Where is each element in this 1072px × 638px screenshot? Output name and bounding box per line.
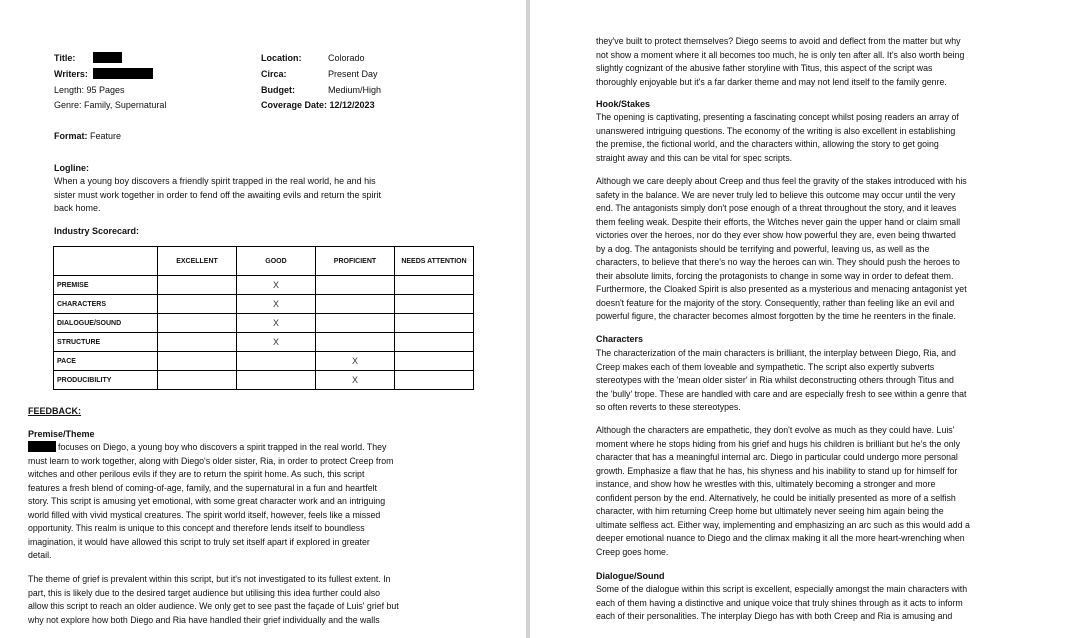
- dialogue-line: each of their personalities. The interplay Diego has with both Creep and Ria is amusing and: [596, 611, 953, 621]
- coverage-date: Coverage Date: 12/12/2023: [261, 100, 375, 110]
- dialogue-line: Some of the dialogue within this script is excellent, especially amongst the main characters with: [596, 584, 968, 594]
- budget-label: Budget:: [261, 85, 295, 95]
- format-value: Feature: [90, 131, 122, 141]
- hook-line: end. The antagonists simply don't pose enough of a threat throughout the story, and it leaves: [596, 203, 957, 213]
- header-proficient: PROFICIENT: [316, 247, 395, 276]
- characters-line: deeper emotional nuance to Diego and the climax making it all the more heart-wrenching when: [596, 533, 965, 543]
- characters-line: instance, and show how he wrestles with this, ultimately becoming a stronger and more: [596, 479, 936, 489]
- score-cell: [316, 276, 395, 295]
- scorecard-table: [53, 246, 474, 390]
- header-needs-attention: NEEDS ATTENTION: [395, 247, 474, 276]
- characters-heading: Characters: [596, 334, 644, 344]
- premise-line: detail.: [28, 550, 52, 560]
- premise-line: features a fresh blend of coming-of-age, family, and the supernatural in a fun and heartfelt: [28, 482, 377, 493]
- score-cell: [316, 314, 395, 333]
- redacted-writers: [93, 68, 153, 79]
- score-cell: [237, 352, 316, 371]
- characters-line: so often reverts to these stereotypes.: [596, 402, 741, 412]
- characters-line: Although the characters are empathetic, they don't evolve as much as they could have. Luis': [596, 425, 955, 435]
- score-cell: [316, 295, 395, 314]
- hook-line: by a dog. The antagonists should be terrifying and powerful, leaving us, as well as the: [596, 243, 930, 254]
- row-label: PRODUCIBILITY: [54, 371, 158, 390]
- score-cell: [158, 352, 237, 371]
- continued-line: slightly cognizant of the abusive father storyline with Titus, this aspect of the script was: [596, 63, 933, 73]
- genre-field: Genre: Family, Supernatural: [54, 100, 167, 110]
- characters-line: confident person by the end. Alternatively, he could be initially presented as more of a selfish: [596, 492, 956, 503]
- grief-line: part, this is likely due to the desired target audience but utilising this idea further could also: [28, 587, 381, 598]
- scorecard-row: [54, 333, 474, 352]
- grief-line: why not explore how both Diego and Ria have handled their grief individually and the walls: [28, 614, 380, 625]
- premise-first-line-text: focuses on Diego, a young boy who discovers a spirit trapped in the real world. They: [58, 442, 387, 452]
- hook-line: unanswered intriguing questions. The economy of the writing is also excellent in establishing: [596, 125, 956, 136]
- continued-line: not show a moment where it all becomes too much, he is only ten after all. It's also worth being: [596, 49, 965, 60]
- premise-line: imagination, it would have allowed this script to truly set itself apart if explored in greater: [28, 536, 370, 547]
- logline-text: [54, 175, 494, 216]
- hook-heading: Hook/Stakes: [596, 99, 651, 109]
- premise-line: witches and other perilous evils if they are to return the spirit home. As such, this script: [28, 469, 365, 479]
- document-page-left: [0, 0, 526, 638]
- hook-line: them feeling weak. Despite their efforts, the Witches never gain the upper hand or claim small: [596, 216, 961, 227]
- score-cell: [395, 333, 474, 352]
- continued-paragraph: [596, 35, 1046, 89]
- characters-line: stereotypes with the 'mean older sister' in Ria whilst deconstructing others through Titus and: [596, 375, 954, 385]
- hook-paragraph-2: [596, 175, 1046, 324]
- score-cell: X: [237, 276, 316, 295]
- hook-line: their absolute limits, forcing the protagonists to change in some way in order to defeat them.: [596, 270, 954, 281]
- score-cell: [395, 295, 474, 314]
- scorecard-row: [54, 295, 474, 314]
- scorecard-header-row: [54, 247, 474, 276]
- location-value: Colorado: [328, 53, 365, 63]
- characters-line: character, with him returning Creep home but ultimately never seeing him again being the: [596, 506, 944, 516]
- grief-paragraph: [28, 573, 468, 627]
- location-label: Location:: [261, 53, 302, 63]
- characters-line: growth. Emphasize a flaw that he has, his shyness and his inability to stand up for himself for: [596, 465, 958, 476]
- score-cell: [158, 276, 237, 295]
- scorecard-row: [54, 314, 474, 333]
- row-label: STRUCTURE: [54, 333, 158, 352]
- row-label: CHARACTERS: [54, 295, 158, 314]
- score-cell: X: [237, 333, 316, 352]
- format-label: Format:: [54, 131, 88, 141]
- characters-line: ultimate selfless act. Either way, implementing and emphasizing an arc such as this would add a: [596, 519, 970, 530]
- hook-line: Although we care deeply about Creep and thus feel the gravity of the stakes introduced with his: [596, 176, 967, 186]
- redacted-title: [93, 52, 122, 63]
- dialogue-heading: Dialogue/Sound: [596, 571, 665, 581]
- hook-line: The opening is captivating, presenting a fascinating concept whilst posing readers an array of: [596, 112, 959, 122]
- header-excellent: EXCELLENT: [158, 247, 237, 276]
- dialogue-paragraph: [596, 583, 1046, 624]
- row-label: PACE: [54, 352, 158, 371]
- characters-paragraph-1: [596, 347, 1046, 415]
- scorecard-row: [54, 276, 474, 295]
- logline-line: sister must work together in order to fend off the awaiting evils and return the spirit: [54, 189, 381, 200]
- characters-line: character that has a meaningful internal arc. Diego in particular could undergo more personal: [596, 452, 958, 462]
- hook-line: characters, to believe that there's no way the heroes can win. They should push the heroes to: [596, 257, 960, 267]
- circa-value: Present Day: [328, 69, 378, 79]
- hook-line: doesn't feature for the majority of the story. Consequently, rather than feeling like an evil and: [596, 297, 955, 308]
- title-label: Title:: [54, 53, 76, 63]
- hook-line: straight away and this can be vital for spec scripts.: [596, 152, 793, 163]
- characters-paragraph-2: [596, 424, 1046, 559]
- length-field: Length: 95 Pages: [54, 85, 125, 95]
- scorecard-row: [54, 352, 474, 371]
- score-cell: X: [237, 314, 316, 333]
- characters-line: The characterization of the main characters is brilliant, the interplay between Diego, Ria, and: [596, 348, 956, 358]
- score-cell: [158, 371, 237, 390]
- hook-paragraph-1: [596, 111, 1046, 165]
- format-field: [54, 130, 121, 143]
- redacted-script-title: [28, 441, 56, 452]
- row-label: PREMISE: [54, 276, 158, 295]
- continued-line: thoroughly enjoyable but it's a far darker theme and may not lend itself to the family genre.: [596, 76, 947, 87]
- score-cell: [395, 276, 474, 295]
- characters-line: Creep makes each of them loveable and sympathetic. The script also expertly subverts: [596, 361, 935, 372]
- score-cell: [237, 371, 316, 390]
- score-cell: [316, 333, 395, 352]
- score-cell: X: [316, 371, 395, 390]
- scorecard-label: Industry Scorecard:: [54, 226, 140, 236]
- score-cell: [395, 352, 474, 371]
- grief-line: allow this script to reach an older audience. We only get to see past the façade of Luis' grief but: [28, 601, 399, 611]
- score-cell: [158, 295, 237, 314]
- score-cell: [395, 371, 474, 390]
- logline-label: Logline:: [54, 163, 89, 173]
- feedback-label: FEEDBACK:: [28, 406, 81, 416]
- header-good: GOOD: [237, 247, 316, 276]
- premise-line: story. This script is amusing yet emotional, with some great character work and an intriguing: [28, 496, 386, 506]
- writers-label: Writers:: [54, 69, 88, 79]
- premise-line: world filled with vivid mystical creatures. The spirit world itself, however, feels like a missed: [28, 509, 381, 520]
- continued-line: they've built to protect themselves? Diego seems to avoid and deflect from the matter but why: [596, 36, 961, 46]
- dialogue-line: each of them having a distinctive and unique voice that truly shines through as it acts to inform: [596, 597, 963, 608]
- premise-heading: Premise/Theme: [28, 429, 95, 439]
- score-cell: X: [237, 295, 316, 314]
- hook-line: the premise, the fictional world, and the characters within, allowing the story to get going: [596, 139, 939, 149]
- premise-line: must learn to work together, along with Diego's older sister, Ria, in order to protect Creep from: [28, 455, 394, 466]
- scorecard-row: [54, 371, 474, 390]
- premise-line: [28, 441, 468, 455]
- characters-line: moment where he stops hiding from his grief and hugs his children is brilliant but he's the only: [596, 438, 961, 449]
- row-label: DIALOGUE/SOUND: [54, 314, 158, 333]
- document-page-right: [530, 0, 1072, 638]
- circa-label: Circa:: [261, 69, 287, 79]
- premise-paragraph: [28, 441, 468, 563]
- score-cell: X: [316, 352, 395, 371]
- hook-line: safety in the balance. We are never truly led to believe this outcome may occur until the very: [596, 189, 956, 200]
- characters-line: the 'bully' trope. These are handled with care and are especially fresh to see within a genre that: [596, 388, 967, 399]
- budget-value: Medium/High: [328, 85, 382, 95]
- score-cell: [158, 333, 237, 352]
- logline-line: When a young boy discovers a friendly spirit trapped in the real world, he and his: [54, 176, 376, 186]
- hook-line: victories over the heroes, nor do they ever show how powerful they are, even being thwarted: [596, 230, 956, 240]
- logline-line: back home.: [54, 203, 101, 213]
- score-cell: [158, 314, 237, 333]
- scorecard-corner-cell: [54, 247, 158, 276]
- grief-line: The theme of grief is prevalent within this script, but it's not investigated to its fullest extent. In: [28, 574, 391, 584]
- score-cell: [395, 314, 474, 333]
- characters-line: Creep goes home.: [596, 546, 669, 557]
- hook-line: Furthermore, the Cloaked Spirit is also presented as a mysterious and menacing antagonist yet: [596, 284, 967, 294]
- premise-line: opportunity. This realm is unique to this concept and therefore lends itself to boundless: [28, 523, 365, 533]
- hook-line: powerful figure, the character becomes almost forgotten by the time he reenters in the finale.: [596, 311, 956, 321]
